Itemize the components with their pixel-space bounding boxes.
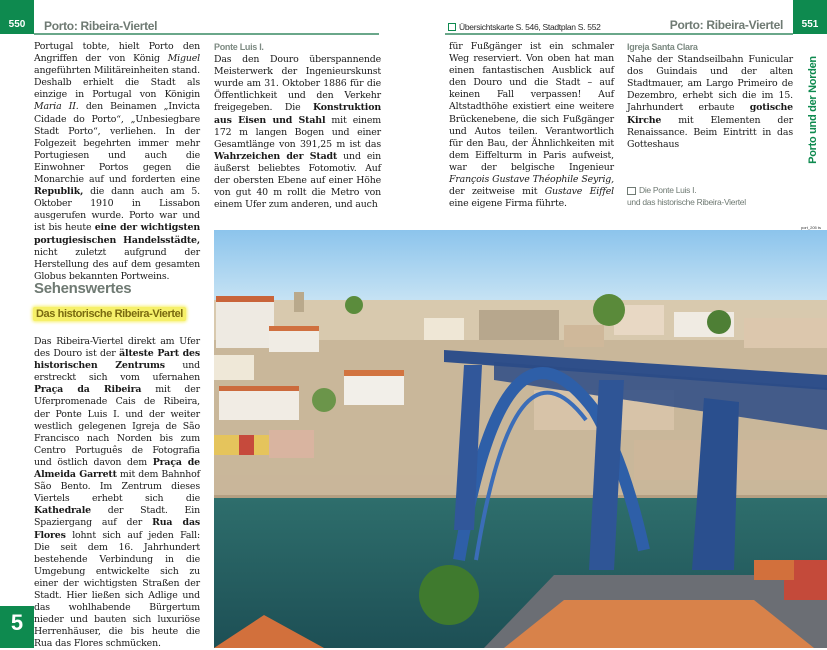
chapter-number: 5 (10, 610, 24, 635)
subheading-igreja-santa-clara: Igreja Santa Clara (627, 42, 698, 52)
photo-caption-icon (627, 187, 636, 195)
ponte-paragraph: Das den Douro überspannende Meisterwerk der Ingenieurskunst wurde am 31. Oktober 1886 für die Öffentlichkeit und den Verkehr freigegeben. Die Konstruktion aus Eisen und Stahl mit einem 172 m langen Bogen und einer Gesamtlänge von 391,25 m ist das Wahrzeichen der Stadt und ein äußerst beliebtes Fotomotiv. Auf der obersten Ebene auf einer Höhe von gut 40 m rollt die Metro von einem Ufer zum anderen, und auch (214, 54, 381, 211)
intro-paragraph: Portugal tobte, hielt Porto den Angriffen der von König Miguel angeführten Militäreinheiten stand. Deshalb erhielt die Stadt als einzige in Portugal von Königin Maria II. den Beinamen „Invicta Cidade do Porto“, „Unbesiegbare Stadt Porto“, verliehen. In der Folgezeit begehrten immer mehr Portugiesen und auch die Einwohner Portos gegen die Monarchie auf und forderten eine Republik, die dann auch am 5. Oktober 1910 in Lissabon ausgerufen wurde. Porto war und ist bis heute eine der wichtigsten portugiesischen Handelsstädte, nicht zuletzt aufgrund der Herstellung des auf dem gesamten Globus bekannten Portweins. (34, 41, 200, 282)
column-ribeira (34, 336, 200, 650)
column-ponte-continued (449, 41, 614, 210)
page-number-left: 550 (8, 19, 26, 30)
map-square-icon (448, 23, 456, 31)
ribeira-paragraph: Das Ribeira-Viertel direkt am Ufer des Douro ist der älteste Part des historischen Zentrums und erstreckt sich vom ufernahen Praça da Ribeira mit der Uferpromenade Cais de Ribeira, der Ponte Luis I. und der weiter westlich gelegenen Igreja de São Francisco nach Norden bis zum Centro Português de Fotografia und östlich davon dem Praça de Almeida Garrett mit dem Bahnhof São Bento. Im Zentrum dieses Viertels erhebt sich die Kathedrale der Stadt. Ein Spaziergang auf der Rua das Flores lohnt sich auf jeden Fall: Die seit dem 16. Jahrhundert bestehende Verbindung in die Umgebung entwickelte sich zu einer der wichtigsten Straßen der Stadt. Hier ließen sich Adlige und das wohlhabende Bürgertum nieder und bauten sich luxuriöse Herrenhäuser, die bis heute die Rua das Flores schmücken. (34, 336, 201, 650)
section-heading-sehenswertes: Sehenswertes (34, 280, 132, 297)
map-reference: Übersichtskarte S. 546, Stadtplan S. 552 (448, 22, 601, 32)
column-intro (34, 41, 200, 283)
page-number-tab-right (793, 0, 827, 34)
header-rule-right (445, 33, 793, 35)
chapter-thumb-tab (0, 606, 34, 648)
column-ponte-luis (214, 41, 381, 211)
photo-ponte-luis (214, 230, 827, 648)
subheading-ponte-luis: Ponte Luis I. (214, 42, 264, 52)
photo-credit: port_205 ts (800, 225, 821, 230)
page-number-tab-left (0, 0, 34, 34)
igreja-paragraph: Nahe der Standseilbahn Funicular dos Guindais und der alten Stadtmauer, am Largo Primeiro de Dezembro, erhebt sich die im 15. Jahrhundert erbaute gotische Kirche mit Elementen der Renaissance. Beim Eintritt in das Gotteshaus (627, 54, 793, 150)
column-igreja-santa-clara (627, 41, 793, 151)
ponte-continued-paragraph: für Fußgänger ist ein schmaler Weg reserviert. Von oben hat man einen fantastischen Ausblick auf den Douro und die Stadt – auf keinen Fall verpassen! Auf Altstadthöhe existiert eine weitere Brückenebene, die sich Fußgänger und Autos teilen. Verantwortlich für den Bau, der Ähnlichkeiten mit dem Eiffelturm in Paris aufweist, war der belgische Ingenieur François Gustave Théophile Seyrig, der zeitweise mit Gustave Eiffel eine eigene Firma führte. (449, 41, 614, 210)
header-rule-left (34, 33, 379, 35)
running-title-right: Porto: Ribeira-Viertel (669, 18, 783, 32)
bridge-photo-illustration (214, 230, 827, 648)
photo-caption: Die Ponte Luis I. und das historische Ribeira-Viertel (627, 185, 746, 207)
highlighted-subheading: Das historische Ribeira-Viertel (33, 307, 186, 321)
chapter-side-label: Porto und der Norden (807, 56, 819, 164)
page-number-right: 551 (801, 19, 819, 30)
running-title-left: Porto: Ribeira-Viertel (44, 19, 158, 33)
